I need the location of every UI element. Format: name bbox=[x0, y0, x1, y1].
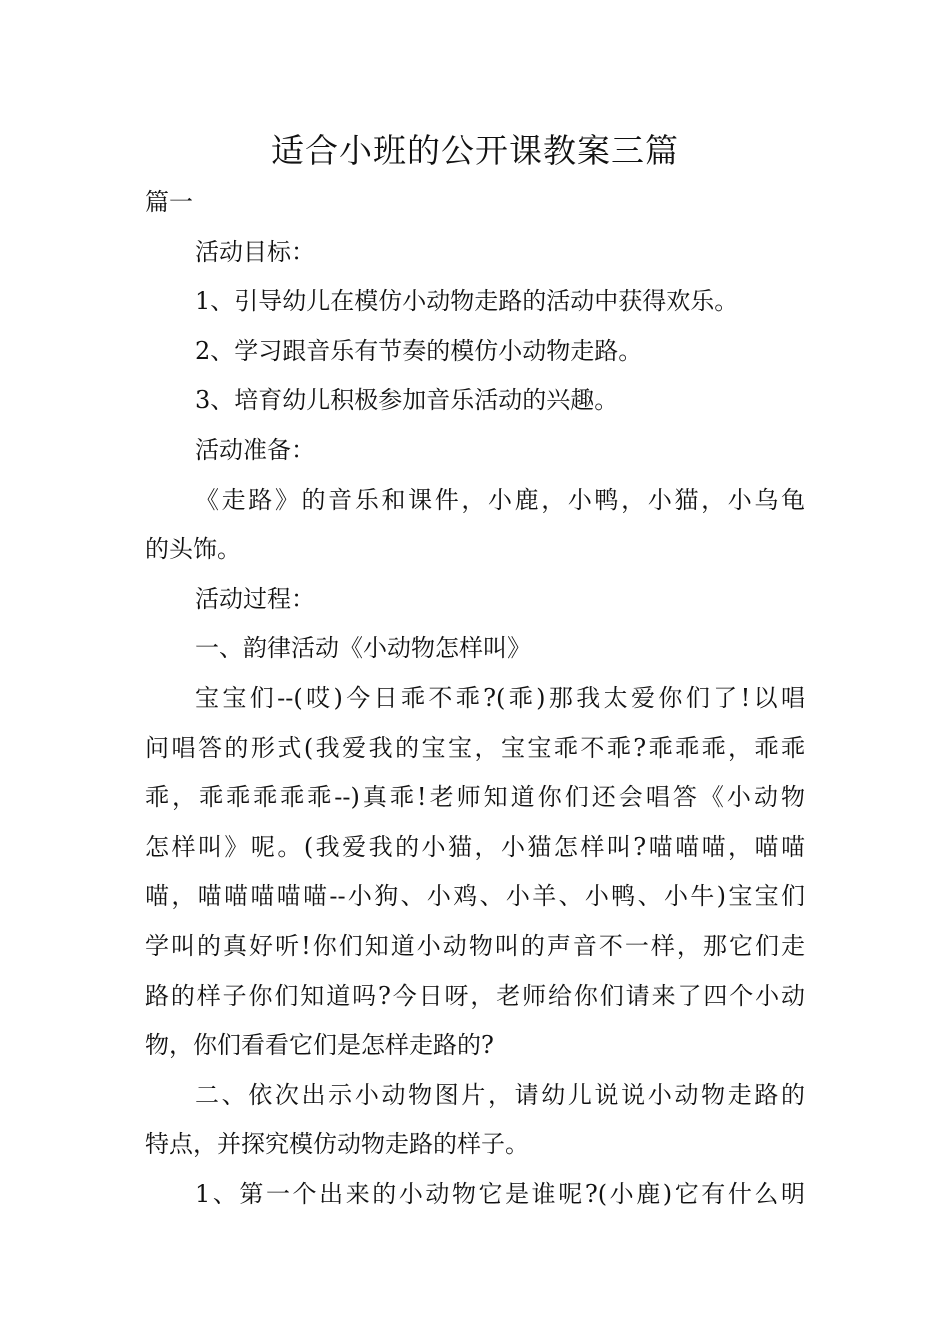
text-line: 活动目标： bbox=[195, 237, 315, 266]
document-body bbox=[145, 178, 805, 1219]
text-line: 路的样子你们知道吗?今日呀，老师给你们请来了四个小动 bbox=[145, 981, 805, 1010]
text-line: 的头饰。 bbox=[145, 535, 241, 564]
text-line: 怎样叫》呢。(我爱我的小猫，小猫怎样叫?喵喵喵，喵喵 bbox=[145, 832, 805, 861]
text-line: 二、依次出示小动物图片，请幼儿说说小动物走路的 bbox=[195, 1080, 805, 1109]
text-line: 喵，喵喵喵喵喵--小狗、小鸡、小羊、小鸭、小牛)宝宝们 bbox=[145, 882, 805, 911]
document-title: 适合小班的公开课教案三篇 bbox=[271, 131, 679, 170]
text-line: 问唱答的形式(我爱我的宝宝，宝宝乖不乖?乖乖乖，乖乖 bbox=[145, 733, 805, 762]
text-line: 2、学习跟音乐有节奏的模仿小动物走路。 bbox=[195, 336, 643, 365]
text-line: 1、第一个出来的小动物它是谁呢?(小鹿)它有什么明 bbox=[195, 1179, 805, 1208]
text-line: 《走路》的音乐和课件，小鹿，小鸭，小猫，小乌龟 bbox=[195, 485, 805, 514]
text-line: 活动准备： bbox=[195, 435, 315, 464]
text-line: 1、引导幼儿在模仿小动物走路的活动中获得欢乐。 bbox=[195, 287, 739, 316]
text-line: 物，你们看看它们是怎样走路的? bbox=[145, 1031, 494, 1060]
text-line: 3、培育幼儿积极参加音乐活动的兴趣。 bbox=[195, 386, 619, 415]
text-line: 特点，并探究模仿动物走路的样子。 bbox=[145, 1130, 529, 1159]
text-line: 宝宝们--(哎)今日乖不乖?(乖)那我太爱你们了!以唱 bbox=[195, 683, 805, 712]
section-heading: 篇一 bbox=[145, 188, 193, 216]
text-line: 乖，乖乖乖乖乖--)真乖!老师知道你们还会唱答《小动物 bbox=[145, 783, 805, 812]
text-line: 学叫的真好听!你们知道小动物叫的声音不一样，那它们走 bbox=[145, 931, 805, 960]
text-line: 活动过程： bbox=[195, 584, 315, 613]
text-line: 一、韵律活动《小动物怎样叫》 bbox=[195, 634, 531, 663]
